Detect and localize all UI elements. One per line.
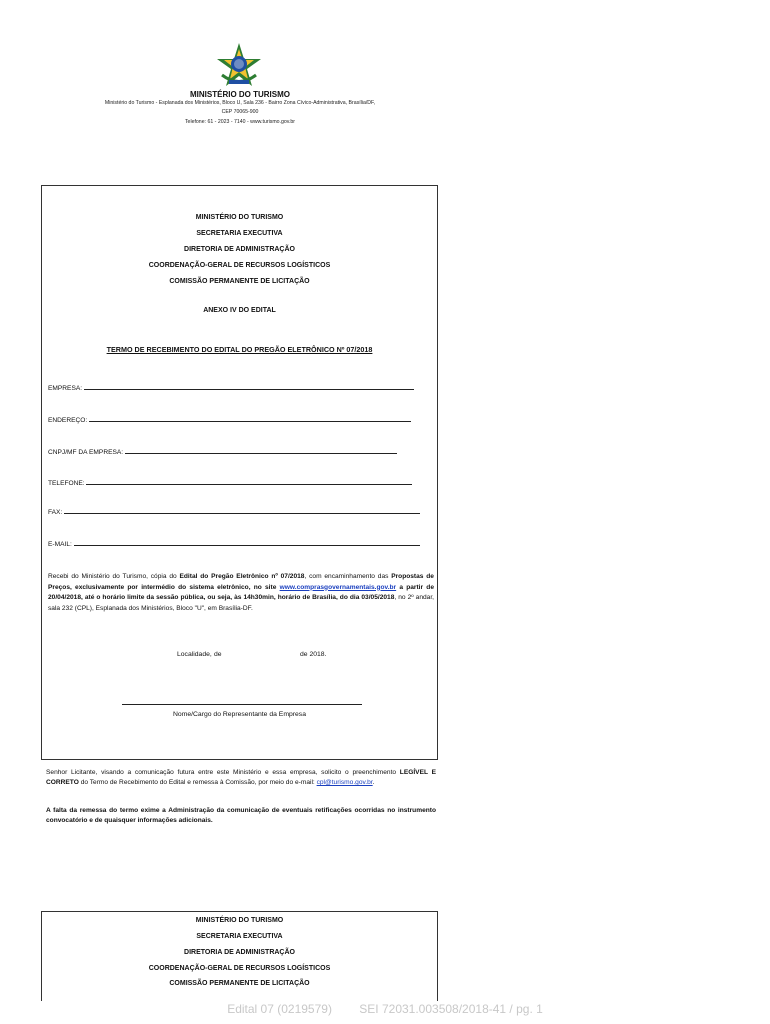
locality-label: Localidade,	[177, 651, 212, 658]
signature-label: Nome/Cargo do Representante da Empresa	[173, 711, 306, 718]
footer-sei-id: SEI 72031.003508/2018-41 / pg. 1	[359, 1002, 543, 1016]
org-line: COORDENAÇÃO-GERAL DE RECURSOS LOGÍSTICOS	[148, 965, 331, 972]
fax-line[interactable]	[64, 507, 420, 514]
endereco-field[interactable]	[48, 415, 433, 424]
org-line: DIRETORIA DE ADMINISTRAÇÃO	[184, 949, 295, 956]
letterhead-phone: Telefone: 61 - 2023 - 7140 - www.turismo.gov.br	[184, 119, 296, 125]
notice-text: .	[372, 779, 375, 787]
receipt-statement	[48, 572, 434, 614]
cnpj-field[interactable]	[48, 447, 433, 456]
telefone-line[interactable]	[86, 478, 412, 485]
brazil-coat-of-arms-icon	[216, 42, 262, 88]
telefone-label: TELEFONE:	[48, 480, 85, 487]
letterhead-address: Ministério do Turismo - Esplanada dos Ministérios, Bloco U, Sala 236 - Bairro Zona Cívico-Administrativa, Brasília/DF,	[104, 100, 376, 106]
footer-doc-id: Edital 07 (0219579)	[227, 1002, 332, 1016]
org-line: DIRETORIA DE ADMINISTRAÇÃO	[184, 246, 295, 253]
cnpj-line[interactable]	[125, 447, 397, 454]
locality-de: de	[214, 651, 222, 658]
receipt-edital: Edital do Pregão Eletrônico nº 07/2018	[179, 573, 305, 580]
empresa-field[interactable]	[48, 383, 433, 392]
org-line: COMISSÃO PERMANENTE DE LICITAÇÃO	[169, 980, 310, 987]
cnpj-label: CNPJ/MF DA EMPRESA:	[48, 449, 124, 456]
receipt-text: , com encaminhamento das	[304, 573, 392, 580]
letterhead-cep: CEP 70065-900	[221, 109, 259, 115]
org-line: COORDENAÇÃO-GERAL DE RECURSOS LOGÍSTICOS	[148, 262, 331, 269]
locality-year: de 2018.	[300, 651, 327, 658]
telefone-field[interactable]	[48, 478, 433, 487]
receipt-text: Recebi do Ministério do Turismo, cópia do	[48, 573, 180, 580]
org-line: COMISSÃO PERMANENTE DE LICITAÇÃO	[169, 278, 310, 285]
receipt-form-copy	[41, 911, 438, 1001]
org-line: MINISTÉRIO DO TURISMO	[195, 214, 284, 221]
email-label: E-MAIL:	[48, 541, 72, 548]
endereco-label: ENDEREÇO:	[48, 417, 88, 424]
email-line[interactable]	[74, 539, 420, 546]
fax-field[interactable]	[48, 507, 433, 516]
empresa-label: EMPRESA:	[48, 385, 83, 392]
receipt-proposals: Propostas de Preços, exclusivamente por intermédio do sistema eletrônico, no site	[48, 573, 434, 591]
bidder-notice	[46, 768, 436, 788]
cpl-email-link[interactable]: cpl@turismo.gov.br	[316, 779, 373, 787]
signature-line[interactable]	[122, 704, 362, 705]
notice-text: Senhor Licitante, visando a comunicação futura entre este Ministério e essa empresa, solicito o preenchimento	[46, 769, 400, 776]
page-footer	[0, 1002, 770, 1016]
term-title: TERMO DE RECEBIMENTO DO EDITAL DO PREGÃO ELETRÔNICO Nº 07/2018	[106, 345, 373, 354]
fax-label: FAX:	[48, 509, 63, 516]
empresa-line[interactable]	[84, 383, 414, 390]
letterhead-ministry: MINISTÉRIO DO TURISMO	[190, 90, 290, 99]
notice-emphasis: LEGÍVEL E CORRETO	[46, 769, 437, 787]
annex-title: ANEXO IV DO EDITAL	[203, 307, 276, 314]
org-line: SECRETARIA EXECUTIVA	[196, 230, 283, 237]
receipt-deadline: a partir de 20/04/2018, até o horário limite da sessão pública, ou seja, às 14h30min, horário de Brasília, do dia 03/05/2018	[48, 583, 434, 601]
comprasnet-link[interactable]: www.comprasgovernamentais.gov.br	[279, 583, 397, 591]
receipt-location: , no 2º andar, sala 232 (CPL), Esplanada dos Ministérios, Bloco "U", em Brasília-DF.	[48, 594, 434, 612]
receipt-form	[41, 185, 438, 760]
endereco-line[interactable]	[89, 415, 411, 422]
org-line: MINISTÉRIO DO TURISMO	[195, 917, 284, 924]
email-field[interactable]	[48, 539, 433, 548]
notice-text: do Termo de Recebimento do Edital e remessa à Comissão, por meio do e-mail:	[78, 779, 317, 787]
notice-warning: A falta da remessa do termo exime a Administração da comunicação de eventuais retificações ocorridas no instrumento convocatório e de quaisquer informações adicionais.	[46, 807, 436, 825]
org-line: SECRETARIA EXECUTIVA	[196, 933, 283, 940]
